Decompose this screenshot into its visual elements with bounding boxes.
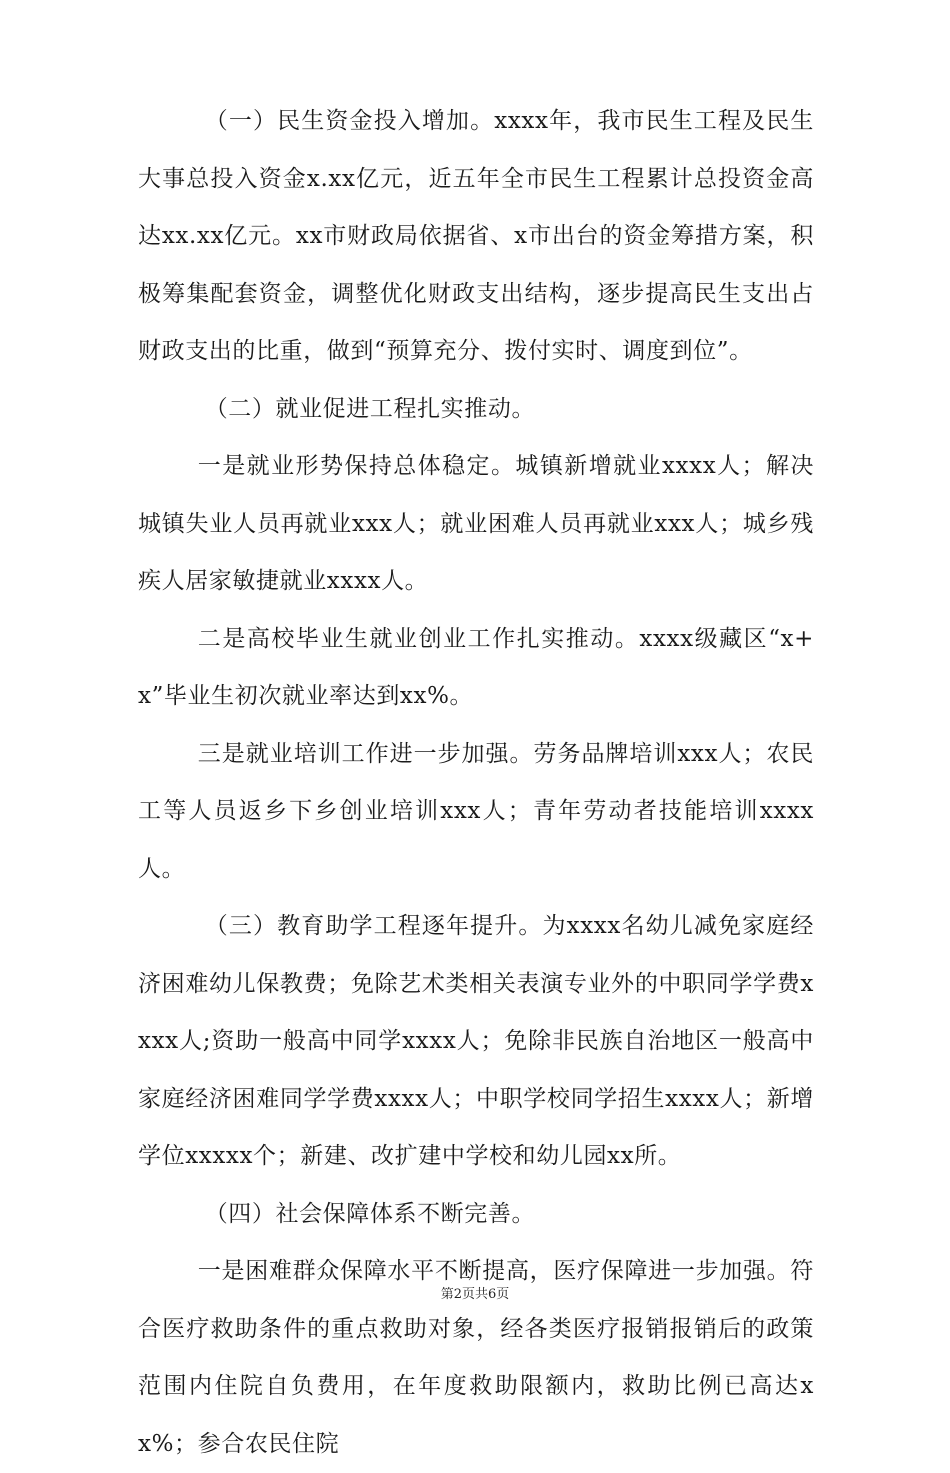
paragraph-section-4-heading: （四）社会保障体系不断完善。 [204,1200,536,1227]
paragraph-section-1: （一）民生资金投入增加。xxxx年，我市民生工程及民生大事总投入资金x.xx亿元，近五年全市民生工程累计总投资金高达xx.xx亿元。xx市财政局依据省、x市出台的资金筹措方案，积极筹集配套资金，调整优化财政支出结构，逐步提高民生支出占财政支出的比重，做到“预算充分、拨付实时、调度到位”。 [138,108,814,364]
paragraph-section-3: （三）教育助学工程逐年提升。为xxxx名幼儿减免家庭经济困难幼儿保教费；免除艺术类相关表演专业外的中职同学学费xxxx人;资助一般高中同学xxxx人；免除非民族自治地区一般高中家庭经济困难同学学费xxxx人；中职学校同学招生xxxx人；新增学位xxxxx个；新建、改扩建中学校和幼儿园xx所。 [138,913,814,1169]
paragraph-employment-training: 三是就业培训工作进一步加强。劳务品牌培训xxx人；农民工等人员返乡下乡创业培训xxx人；青年劳动者技能培训xxxx人。 [138,740,814,882]
paragraph-graduate-employment: 二是高校毕业生就业创业工作扎实推动。xxxx级藏区“x+x”毕业生初次就业率达到xx%。 [138,625,814,709]
paragraph-employment-stable: 一是就业形势保持总体稳定。城镇新增就业xxxx人；解决城镇失业人员再就业xxx人；就业困难人员再就业xxx人；城乡残疾人居家敏捷就业xxxx人。 [138,453,814,594]
page-number-footer: 第2页共6页 [440,1287,510,1302]
paragraph-section-2-heading: （二）就业促进工程扎实推动。 [204,395,536,422]
document-body [138,93,814,1473]
paragraph-social-security: 一是困难群众保障水平不断提高，医疗保障进一步加强。符合医疗救助条件的重点救助对象，经各类医疗报销报销后的政策范围内住院自负费用，在年度救助限额内，救助比例已高达xx%；参合农民住院 [138,1258,814,1457]
